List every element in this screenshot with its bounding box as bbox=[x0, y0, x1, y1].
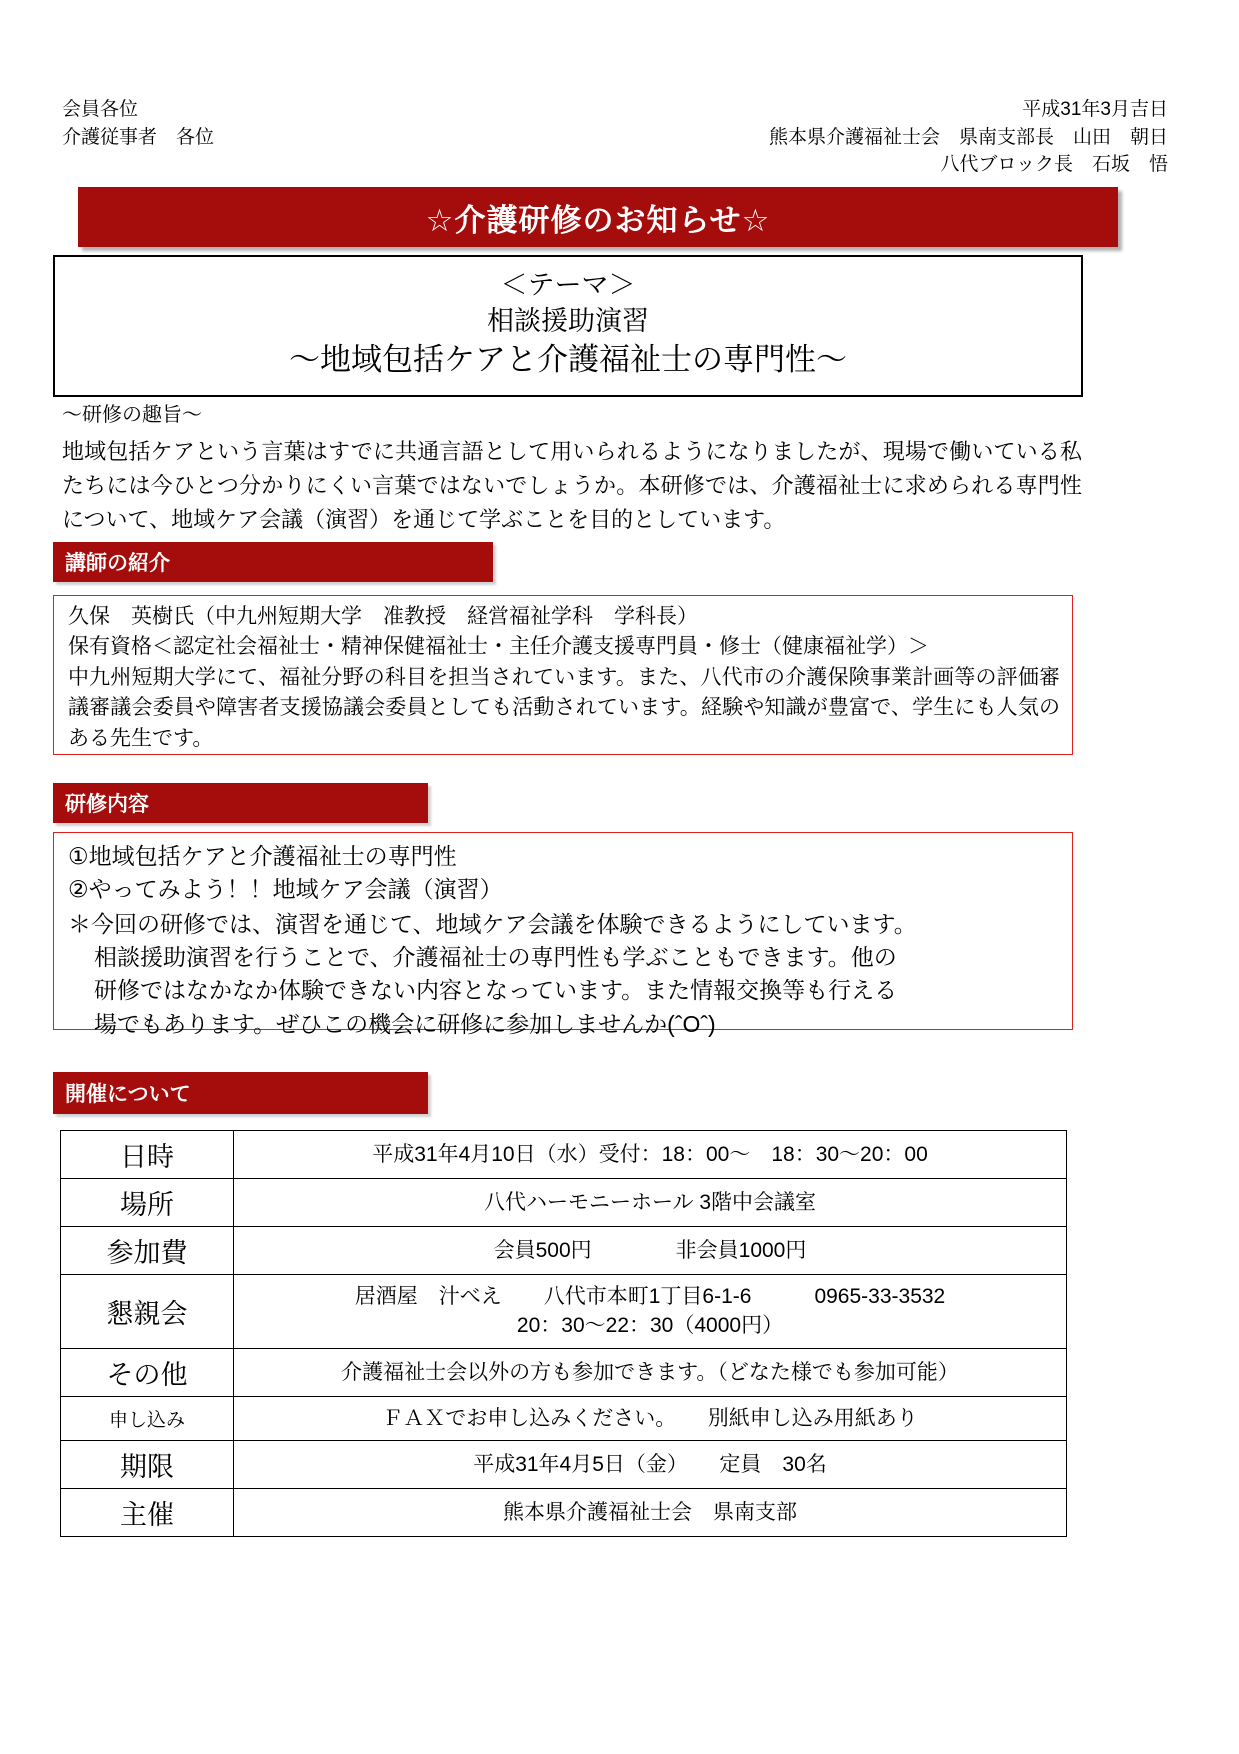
lecturer-name-line: 久保 英樹氏（中九州短期大学 准教授 経営福祉学科 学科長） bbox=[68, 605, 698, 628]
lecturer-text bbox=[68, 602, 1060, 754]
row-value bbox=[234, 1275, 1067, 1349]
row-value-main: 平成31年4月10日（水）受付：18：00〜 18：30〜20：00 bbox=[372, 1142, 928, 1166]
title-banner bbox=[78, 187, 1118, 247]
lecturer-qualifications: 保有資格＜認定社会福祉士・精神保健福祉士・主任介護支援専門員・修士（健康福祉学）＞ bbox=[68, 635, 929, 659]
table-row bbox=[61, 1396, 1067, 1440]
row-key: 懇親会 bbox=[61, 1275, 234, 1349]
training-note-line-4: 場でもあります。ぜひこの機会に研修に参加しませんか(ˆOˆ) bbox=[94, 1010, 716, 1037]
training-note-line-3: 研修ではなかなか体験できない内容となっています。また情報交換等も行える bbox=[94, 977, 898, 1004]
addressee-line-2: 介護従事者 各位 bbox=[62, 126, 215, 148]
row-key: 場所 bbox=[61, 1179, 234, 1227]
row-value-main: 会員500円 非会員1000円 bbox=[493, 1238, 807, 1262]
purpose-body: 地域包括ケアという言葉はすでに共通言語として用いられるようになりましたが、現場で働いている私たちには今ひとつ分かりにくい言葉ではないでしょうか。本研修では、介護福祉士に求められる専門性について、地域ケア会議（演習）を通じて学ぶことを目的としています。 bbox=[62, 439, 1082, 533]
row-key: 申し込み bbox=[61, 1396, 234, 1440]
row-key: 主催 bbox=[61, 1489, 234, 1537]
row-value bbox=[234, 1131, 1067, 1179]
table-row bbox=[61, 1179, 1067, 1227]
issuer-block bbox=[769, 96, 1177, 179]
training-note bbox=[68, 908, 1060, 1040]
row-value bbox=[234, 1396, 1067, 1440]
table-row bbox=[61, 1348, 1067, 1396]
issuer-branch-chief: 熊本県介護福祉士会 県南支部長 山田 朝日 bbox=[768, 126, 1168, 148]
training-item-2: ②やってみよう！！地域ケア会議（演習） bbox=[68, 876, 503, 903]
training-content-box bbox=[53, 832, 1073, 1037]
training-content-text bbox=[68, 840, 1060, 1041]
row-value bbox=[234, 1441, 1067, 1489]
section-heading-event-label: 開催について bbox=[65, 1083, 191, 1106]
theme-subject: 相談援助演習 bbox=[487, 306, 649, 337]
row-value-main: 平成31年4月5日（金） 定員 30名 bbox=[473, 1452, 827, 1476]
table-row bbox=[61, 1131, 1067, 1179]
row-value-main: 熊本県介護福祉士会 県南支部 bbox=[503, 1500, 797, 1524]
document-header bbox=[62, 96, 1177, 179]
table-row bbox=[61, 1441, 1067, 1489]
table-row bbox=[61, 1275, 1067, 1349]
training-note-line-2: 相談援助演習を行うことで、介護福祉士の専門性も学ぶこともできます。他の bbox=[94, 944, 897, 971]
row-key: 期限 bbox=[61, 1441, 234, 1489]
row-value bbox=[234, 1348, 1067, 1396]
row-key: 参加費 bbox=[61, 1227, 234, 1275]
training-note-line-1: ＊今回の研修では、演習を通じて、地域ケア会議を体験できるようにしています。 bbox=[68, 911, 917, 938]
section-heading-training-content-label: 研修内容 bbox=[65, 793, 149, 816]
section-heading-event bbox=[53, 1072, 428, 1114]
row-value bbox=[234, 1489, 1067, 1537]
row-key: その他 bbox=[61, 1348, 234, 1396]
lecturer-box bbox=[53, 595, 1073, 755]
page-title: ☆介護研修のお知らせ☆ bbox=[425, 202, 771, 238]
table-row bbox=[61, 1227, 1067, 1275]
row-value bbox=[234, 1227, 1067, 1275]
section-heading-lecturer bbox=[53, 542, 493, 582]
lecturer-bio: 中九州短期大学にて、福祉分野の科目を担当されています。また、八代市の介護保険事業計画等の評価審議審議会委員や障害者支援協議会委員としても活動されています。経験や知識が豊富で、学生にも人気のある先生です。 bbox=[68, 665, 1060, 750]
event-details-table bbox=[60, 1130, 1067, 1537]
training-item-1: ①地域包括ケアと介護福祉士の専門性 bbox=[68, 843, 457, 869]
row-value-main: ＦＡＸでお申し込みください。 別紙申し込み用紙あり bbox=[382, 1406, 918, 1430]
purpose-label: 〜研修の趣旨〜 bbox=[62, 404, 202, 426]
theme-tagline: 〜地域包括ケアと介護福祉士の専門性〜 bbox=[289, 342, 847, 378]
table-row bbox=[61, 1489, 1067, 1537]
section-heading-training-content bbox=[53, 783, 428, 823]
addressee-line-1: 会員各位 bbox=[62, 99, 139, 120]
row-value-main: 介護福祉士会以外の方も参加できます。（どなた様でも参加可能） bbox=[341, 1360, 959, 1384]
issue-date: 平成31年3月吉日 bbox=[1022, 99, 1168, 120]
row-value-main: 八代ハーモニーホール 3階中会議室 bbox=[483, 1190, 817, 1214]
addressee-block bbox=[62, 96, 214, 151]
row-key: 日時 bbox=[61, 1131, 234, 1179]
theme-box bbox=[53, 255, 1083, 397]
row-value bbox=[234, 1179, 1067, 1227]
section-heading-lecturer-label: 講師の紹介 bbox=[65, 552, 170, 575]
row-value-main: 居酒屋 汁べえ 八代市本町1丁目6-1-6 0965-33-3532 bbox=[354, 1285, 946, 1308]
issuer-block-chief: 八代ブロック長 石坂 悟 bbox=[940, 154, 1168, 176]
theme-label: ＜テーマ＞ bbox=[500, 270, 636, 300]
row-value-sub: 20：30〜22：30（4000円） bbox=[516, 1314, 784, 1338]
